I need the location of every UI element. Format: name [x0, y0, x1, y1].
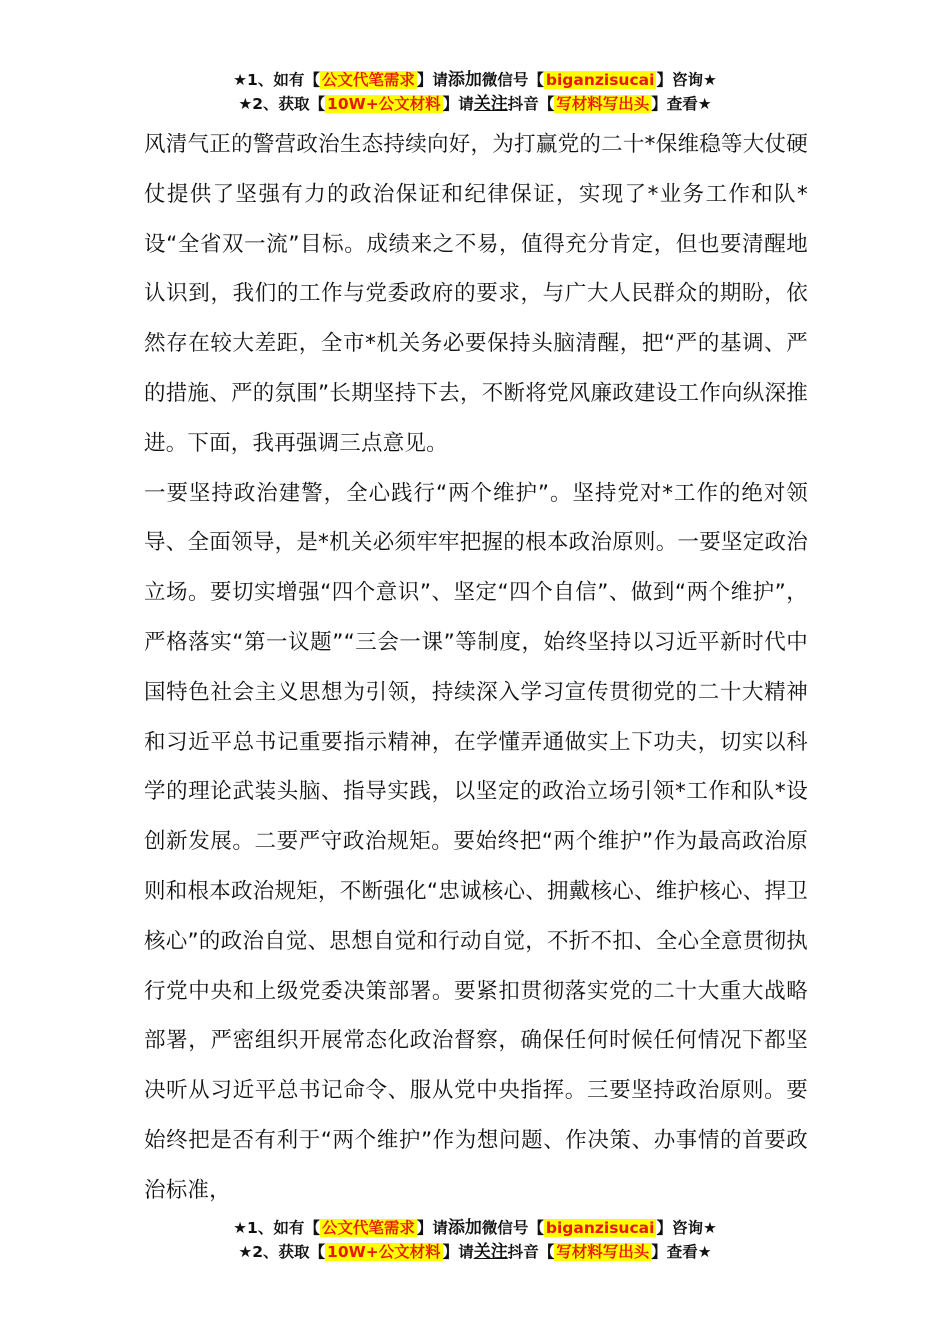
- banner-text: 】查看★: [651, 1243, 712, 1261]
- footer-banner: [0, 1216, 950, 1264]
- banner-line-1: [0, 68, 950, 92]
- banner-text: 】咨询★: [656, 1219, 717, 1237]
- banner-text: 】请: [442, 95, 474, 113]
- highlight-text: 公文代笔需求: [321, 71, 415, 89]
- banner-text: ★1、如有【: [233, 71, 320, 89]
- banner-text: ★1、如有【: [233, 1219, 320, 1237]
- banner-text: 抖音【: [507, 95, 555, 113]
- document-body: [144, 120, 808, 1216]
- highlight-text: 10W+公文材料: [327, 95, 441, 113]
- banner-line-2: [0, 92, 950, 116]
- banner-text: 微信号【: [481, 1219, 544, 1237]
- wechat-id-highlight: biganzisucai: [545, 71, 655, 89]
- banner-text: 微信号【: [481, 71, 544, 89]
- highlight-text: 公文代笔需求: [321, 1219, 415, 1237]
- wechat-id-highlight: biganzisucai: [545, 1219, 655, 1237]
- emphasis-text: 关注: [473, 1242, 508, 1262]
- banner-text: 】请: [442, 1243, 474, 1261]
- banner-text: ★2、获取【: [238, 95, 326, 113]
- emphasis-text: 添加: [447, 70, 482, 90]
- banner-text: 】请: [416, 1219, 448, 1237]
- douyin-highlight: 写材料写出头: [556, 1243, 650, 1261]
- banner-text: 】请: [416, 71, 448, 89]
- banner-text: 抖音【: [507, 1243, 555, 1261]
- body-paragraph: 一要坚持政治建警，全心践行“两个维护”。坚持党对*工作的绝对领导、全面领导，是*机关必须牢牢把握的根本政治原则。一要坚定政治立场。要切实增强“四个意识”、坚定“四个自信”、做到“两个维护”，严格落实“第一议题”“三会一课”等制度，始终坚持以习近平新时代中国特色社会主义思想为引领，持续深入学习宣传贯彻党的二十大精神和习近平总书记重要指示精神，在学懂弄通做实上下功夫，切实以科学的理论武装头脑、指导实践，以坚定的政治立场引领*工作和队*设创新发展。二要严守政治规矩。要始终把“两个维护”作为最高政治原则和根本政治规矩，不断强化“忠诚核心、拥戴核心、维护核心、捍卫核心”的政治自觉、思想自觉和行动自觉，不折不扣、全心全意贯彻执行党中央和上级党委决策部署。要紧扣贯彻落实党的二十大重大战略部署，严密组织开展常态化政治督察，确保任何时候任何情况下都坚决听从习近平总书记命令、服从党中央指挥。三要坚持政治原则。要始终把是否有利于“两个维护”作为想问题、作决策、办事情的首要政治标准，: [144, 480, 808, 1203]
- banner-text: 】咨询★: [656, 71, 717, 89]
- banner-line-1: [0, 1216, 950, 1240]
- douyin-highlight: 写材料写出头: [556, 95, 650, 113]
- banner-line-2: [0, 1240, 950, 1264]
- banner-text: ★2、获取【: [238, 1243, 326, 1261]
- header-banner: [0, 68, 950, 116]
- highlight-text: 10W+公文材料: [327, 1243, 441, 1261]
- emphasis-text: 添加: [447, 1218, 482, 1238]
- banner-text: 】查看★: [651, 95, 712, 113]
- emphasis-text: 关注: [473, 94, 508, 114]
- body-paragraph: 风清气正的警营政治生态持续向好，为打赢党的二十*保维稳等大仗硬仗提供了坚强有力的政治保证和纪律保证，实现了*业务工作和队*设“全省双一流”目标。成绩来之不易，值得充分肯定，但也要清醒地认识到，我们的工作与党委政府的要求，与广大人民群众的期盼，依然存在较大差距，全市*机关务必要保持头脑清醒，把“严的基调、严的措施、严的氛围”长期坚持下去，不断将党风廉政建设工作向纵深推进。下面，我再强调三点意见。: [144, 132, 808, 456]
